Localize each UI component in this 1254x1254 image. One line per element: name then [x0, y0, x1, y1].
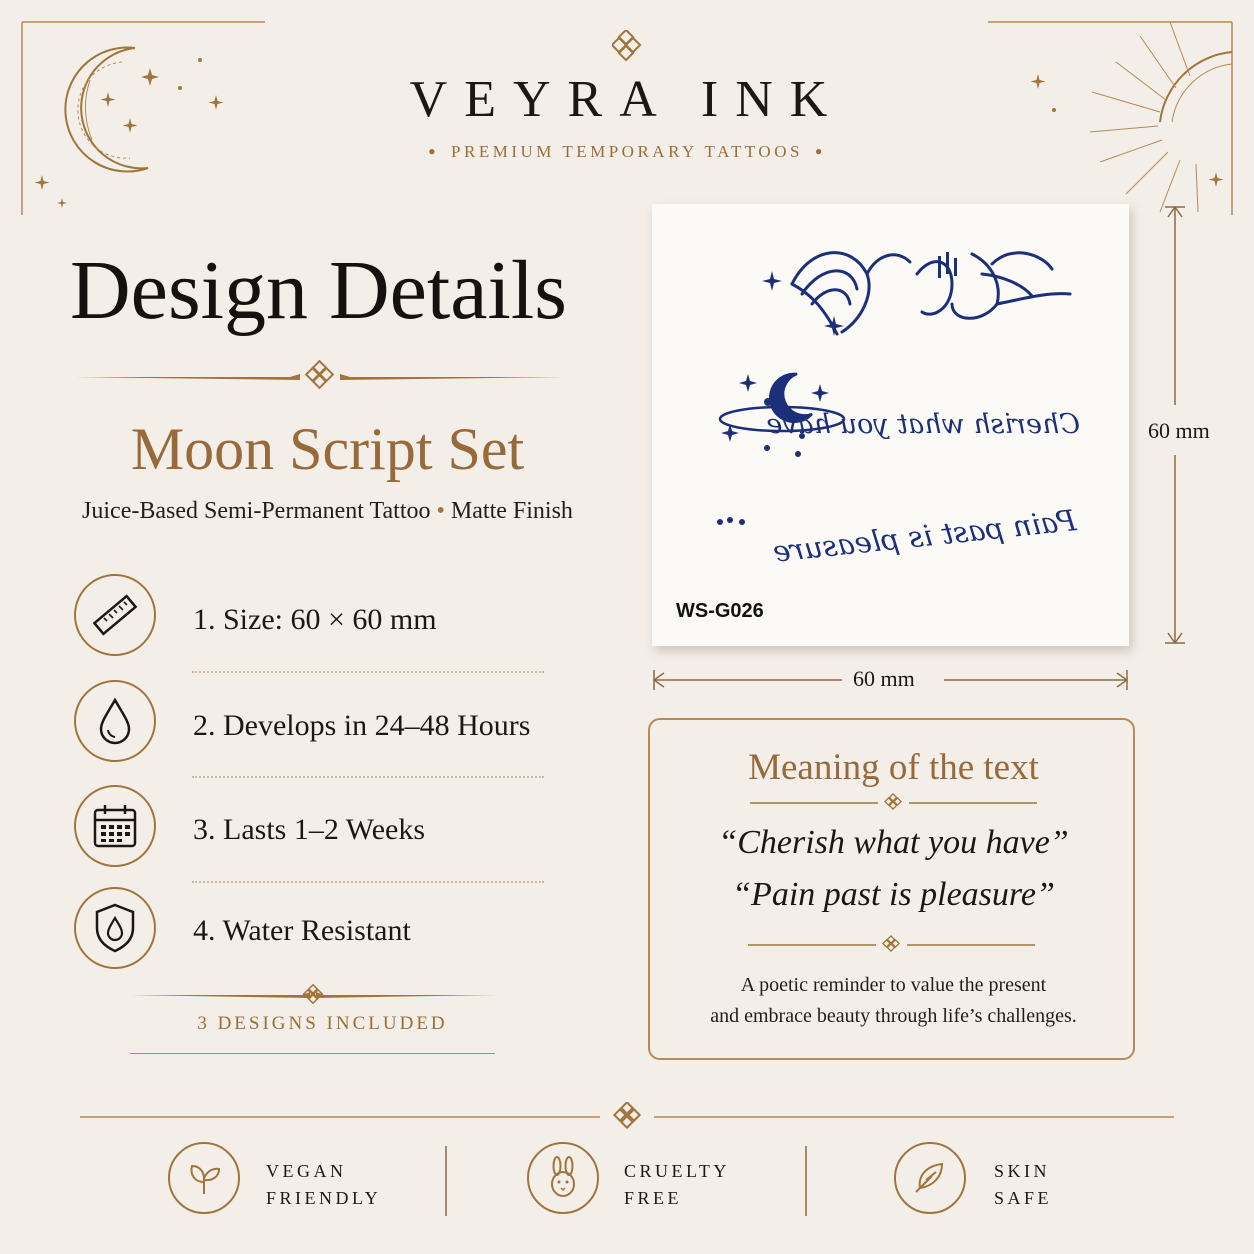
- badge-cruelty-line2: FREE: [624, 1188, 683, 1208]
- badge-cruelty-line1: CRUELTY: [624, 1161, 730, 1181]
- feather-icon: [894, 1142, 966, 1214]
- feature-divider: [192, 671, 544, 673]
- footer-divider: [80, 1102, 1174, 1134]
- subtitle-separator: •: [436, 498, 445, 524]
- designs-divider-top: [130, 982, 495, 1008]
- meaning-description-line1: A poetic reminder to value the present: [740, 974, 1047, 996]
- height-label: 60 mm: [1148, 418, 1210, 443]
- set-name: Moon Script Set: [130, 416, 525, 482]
- designs-included-label: 3 DESIGNS INCLUDED: [197, 1013, 448, 1034]
- feature-size: 1. Size: 60 × 60 mm: [193, 603, 437, 636]
- badge-separator: [805, 1146, 807, 1216]
- knot-ornament-top: [612, 30, 642, 62]
- mirrored-script-line2: Pain past is pleasure: [771, 503, 1078, 569]
- brand-tagline: [0, 142, 1254, 162]
- feature-duration: 3. Lasts 1–2 Weeks: [193, 813, 426, 846]
- badge-separator: [445, 1146, 447, 1216]
- brand-title: VEYRA INK: [409, 71, 845, 128]
- badge-skin-line1: SKIN: [994, 1161, 1051, 1181]
- feature-divider: [192, 881, 544, 883]
- badge-cruelty-free: [624, 1158, 730, 1212]
- meaning-description: [670, 970, 1117, 1032]
- heading-divider: [75, 360, 565, 394]
- meaning-panel: [648, 718, 1135, 1060]
- meaning-divider-top: [750, 792, 1037, 814]
- badge-skin-line2: SAFE: [994, 1188, 1053, 1208]
- water-drop-icon: [74, 680, 156, 762]
- set-subtitle: [40, 498, 615, 525]
- badge-vegan: [266, 1158, 381, 1212]
- feature-divider: [192, 776, 544, 778]
- meaning-title: Meaning of the text: [748, 747, 1039, 788]
- badge-skin-safe: [994, 1158, 1052, 1212]
- subtitle-product-type: Juice-Based Semi-Permanent Tattoo: [82, 498, 431, 524]
- feature-develop-time: 2. Develops in 24–48 Hours: [193, 709, 531, 742]
- page-heading: Design Details: [70, 244, 567, 337]
- shield-drop-icon: [74, 887, 156, 969]
- tagline-dot-left: ●: [428, 144, 440, 158]
- rabbit-icon: [527, 1142, 599, 1214]
- leaf-icon: [168, 1142, 240, 1214]
- tattoo-artwork: [652, 204, 1129, 604]
- tagline-text: PREMIUM TEMPORARY TATTOOS: [451, 142, 803, 161]
- feature-water-resistant: 4. Water Resistant: [193, 914, 411, 947]
- designs-divider-bottom: [130, 1053, 495, 1054]
- width-label: 60 mm: [853, 666, 915, 691]
- quote-pain-past: “Pain past is pleasure”: [732, 876, 1055, 913]
- meaning-divider-bottom: [748, 934, 1035, 956]
- mirrored-script-line1: Cherish what you have: [766, 409, 1080, 440]
- tattoo-sheet-preview: [652, 204, 1129, 646]
- tagline-dot-right: ●: [814, 144, 826, 158]
- meaning-description-line2: and embrace beauty through life’s challenges.: [710, 1005, 1077, 1027]
- subtitle-finish: Matte Finish: [450, 498, 573, 524]
- quote-cherish: “Cherish what you have”: [718, 824, 1069, 861]
- ruler-icon: [74, 574, 156, 656]
- badge-vegan-line2: FRIENDLY: [266, 1188, 382, 1208]
- calendar-icon: [74, 785, 156, 867]
- crescent-moon-ornament: [30, 40, 250, 220]
- badge-vegan-line1: VEGAN: [266, 1161, 347, 1181]
- sku-code: WS-G026: [676, 600, 764, 622]
